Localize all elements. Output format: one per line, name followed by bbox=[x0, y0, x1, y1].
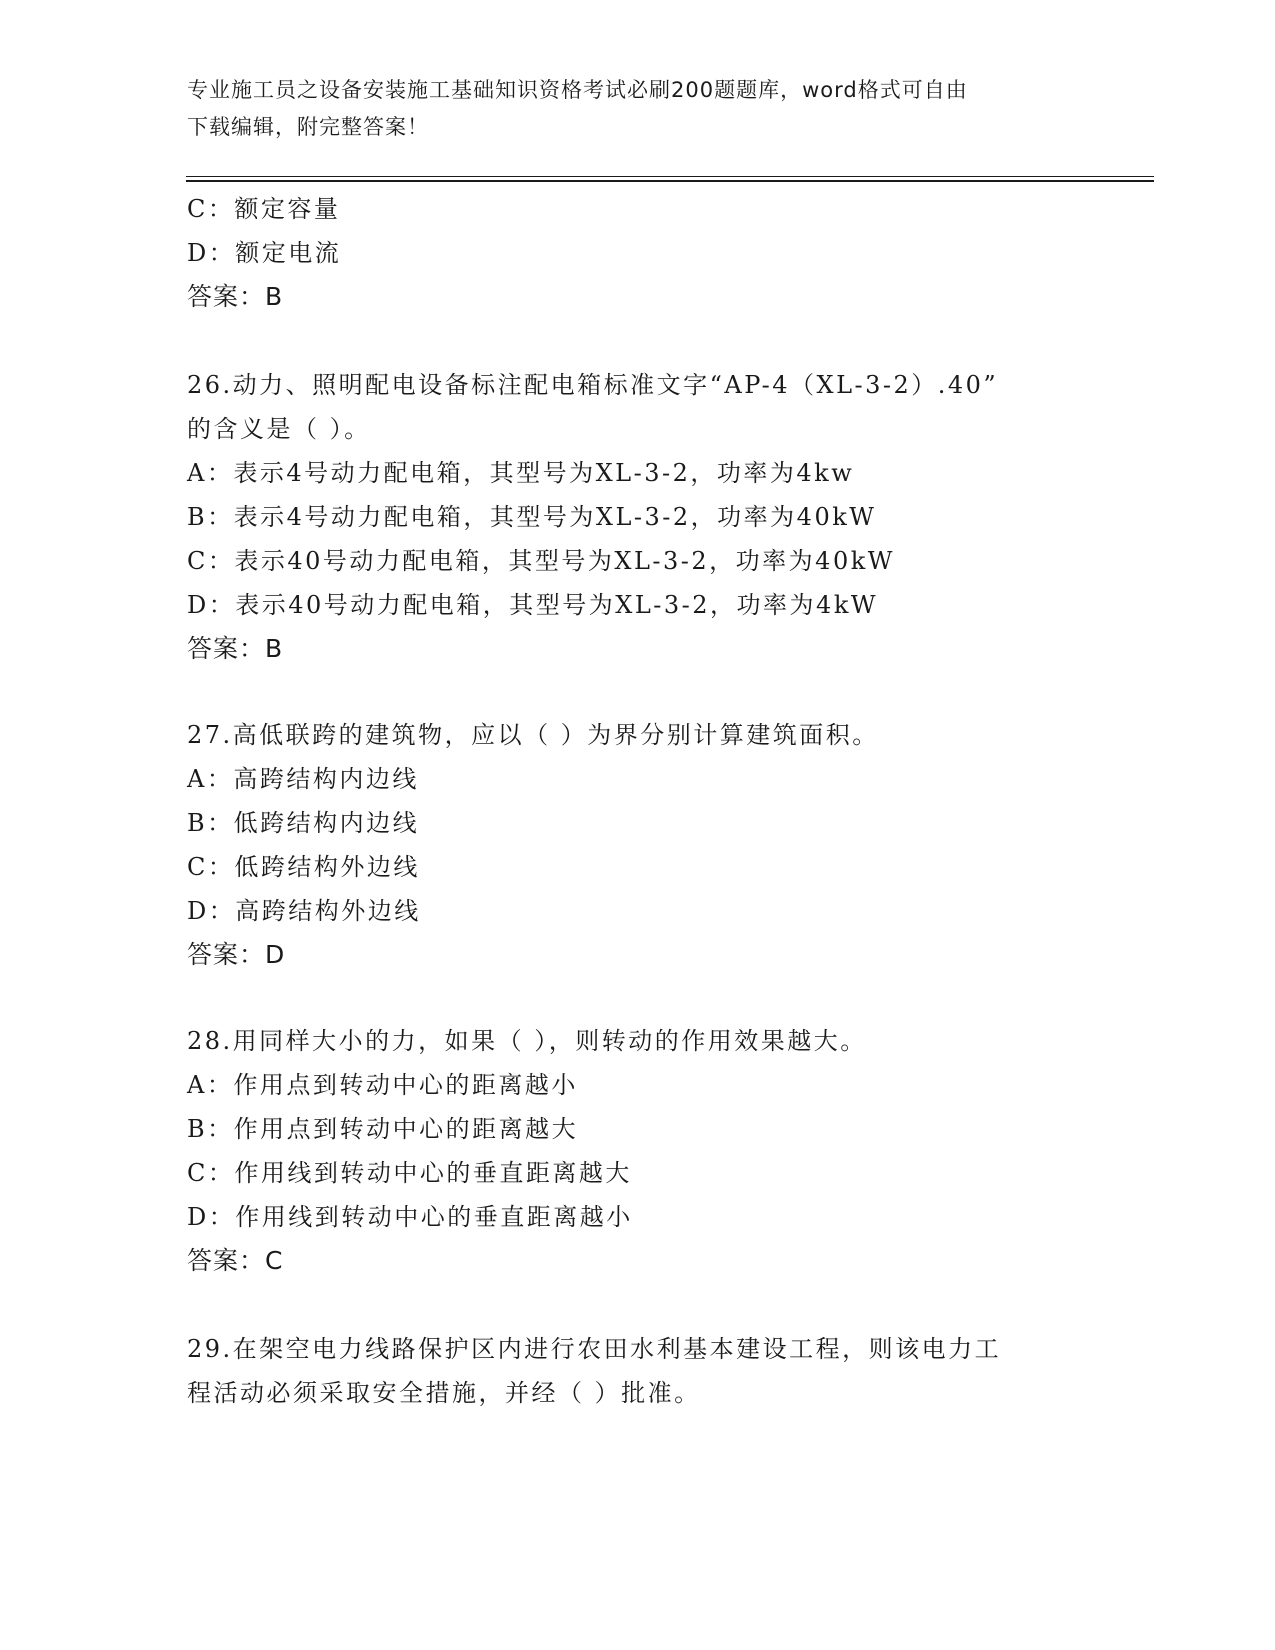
q28-answer: 答案：C bbox=[187, 1246, 284, 1275]
q28-option-d: D：作用线到转动中心的垂直距离越小 bbox=[187, 1203, 633, 1231]
q29-stem-line-2: 程活动必须采取安全措施，并经（ ）批准。 bbox=[187, 1379, 701, 1407]
header-line-2: 下载编辑，附完整答案！ bbox=[187, 115, 429, 139]
q26-option-b: B：表示4号动力配电箱，其型号为XL-3-2，功率为40kW bbox=[187, 503, 877, 531]
q26-stem-line-1: 26.动力、照明配电设备标注配电箱标准文字“AP-4（XL-3-2）.40” bbox=[187, 371, 999, 399]
q26-stem-line-2: 的含义是（ ）。 bbox=[187, 415, 371, 443]
q27-stem: 27.高低联跨的建筑物，应以（ ）为界分别计算建筑面积。 bbox=[187, 721, 879, 749]
header-divider-thick bbox=[186, 180, 1154, 182]
prev-question-answer: 答案：B bbox=[187, 282, 284, 311]
q27-answer: 答案：D bbox=[187, 940, 286, 969]
q28-stem: 28.用同样大小的力，如果（ ），则转动的作用效果越大。 bbox=[187, 1027, 867, 1055]
q28-option-a: A：作用点到转动中心的距离越小 bbox=[187, 1071, 578, 1099]
q27-option-d: D：高跨结构外边线 bbox=[187, 897, 421, 925]
prev-question-option-c: C：额定容量 bbox=[187, 195, 341, 223]
q26-option-d: D：表示40号动力配电箱，其型号为XL-3-2，功率为4kW bbox=[187, 591, 879, 619]
header-line-1: 专业施工员之设备安装施工基础知识资格考试必刷200题题库，word格式可自由 bbox=[187, 78, 968, 102]
q27-option-b: B：低跨结构内边线 bbox=[187, 809, 420, 837]
header-divider-thin bbox=[186, 176, 1154, 177]
q27-option-c: C：低跨结构外边线 bbox=[187, 853, 420, 881]
document-header bbox=[187, 72, 1067, 146]
q28-option-b: B：作用点到转动中心的距离越大 bbox=[187, 1115, 579, 1143]
q27-option-a: A：高跨结构内边线 bbox=[187, 765, 419, 793]
q26-option-c: C：表示40号动力配电箱，其型号为XL-3-2，功率为40kW bbox=[187, 547, 895, 575]
q26-answer: 答案：B bbox=[187, 634, 284, 663]
prev-question-option-d: D：额定电流 bbox=[187, 239, 342, 267]
q29-stem-line-1: 29.在架空电力线路保护区内进行农田水利基本建设工程，则该电力工 bbox=[187, 1335, 1002, 1363]
q28-option-c: C：作用线到转动中心的垂直距离越大 bbox=[187, 1159, 632, 1187]
q26-option-a: A：表示4号动力配电箱，其型号为XL-3-2，功率为4kw bbox=[187, 459, 855, 487]
